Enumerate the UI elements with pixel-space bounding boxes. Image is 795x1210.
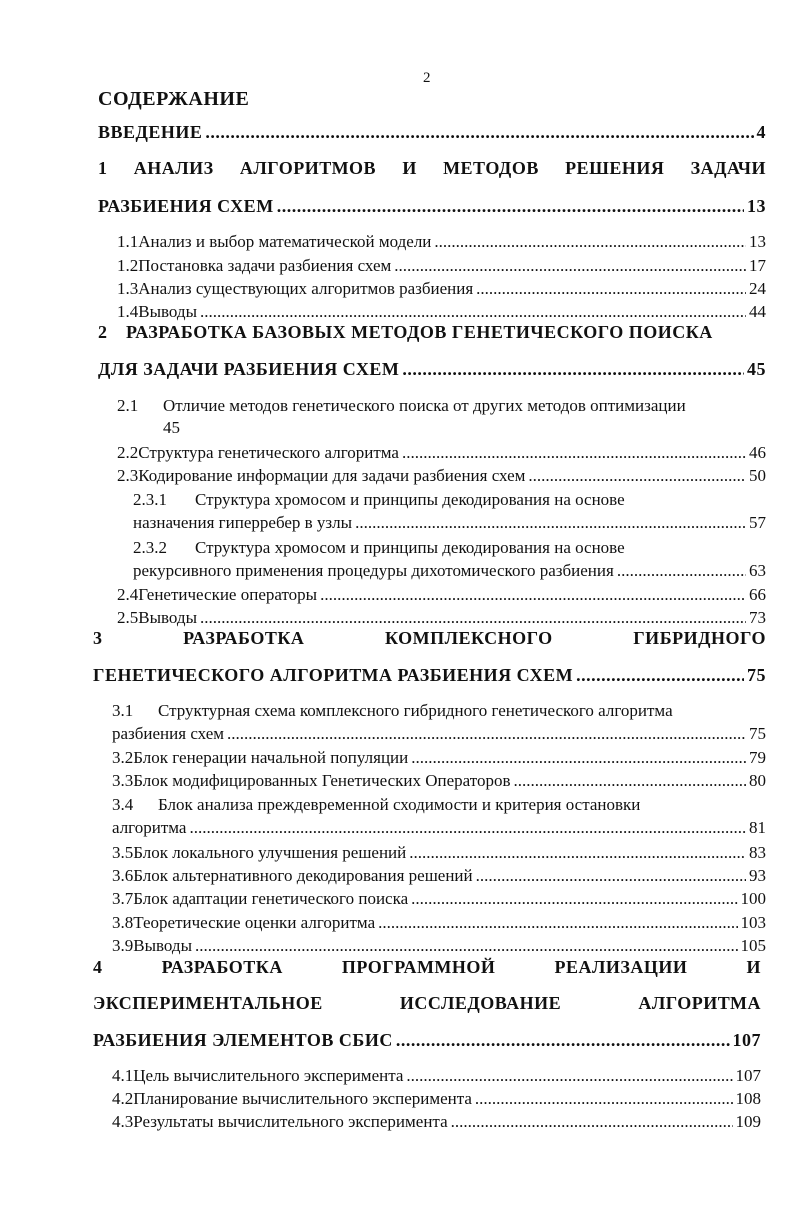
section-page: 93	[749, 866, 766, 885]
section-title: Результаты вычислительного эксперимента	[133, 1112, 448, 1131]
leader-dots	[411, 748, 746, 768]
toc-section-1-3[interactable]	[117, 279, 766, 299]
toc-section-4-3[interactable]	[112, 1112, 761, 1132]
toc-entry-title: ГЕНЕТИЧЕСКОГО АЛГОРИТМА РАЗБИЕНИЯ СХЕМ	[93, 665, 574, 685]
section-number: 3.9	[112, 936, 134, 955]
section-number: 4.1	[112, 1066, 134, 1085]
toc-section-2-1[interactable]	[117, 396, 686, 416]
toc-entry-intro[interactable]	[98, 122, 766, 143]
leader-dots	[528, 466, 746, 486]
toc-chapter-3-line1[interactable]	[93, 628, 766, 649]
subsection-page: 57	[749, 513, 766, 532]
section-number: 2.1	[117, 396, 139, 415]
section-title: Блок адаптации генетического поиска	[133, 889, 409, 908]
section-number: 3.3	[112, 771, 134, 790]
toc-entry-title: РАЗБИЕНИЯ ЭЛЕМЕНТОВ СБИС	[93, 1030, 393, 1050]
toc-chapter-1-line1[interactable]	[98, 158, 766, 179]
section-page: 81	[749, 818, 766, 837]
leader-dots	[475, 1089, 733, 1109]
subsection-number: 2.3.1	[133, 490, 167, 509]
leader-dots	[411, 889, 737, 909]
leader-dots	[434, 232, 746, 252]
toc-subsection-2-3-1-line2[interactable]	[133, 513, 766, 533]
section-page: 24	[749, 279, 766, 298]
page-number: 2	[423, 70, 431, 86]
toc-section-4-1[interactable]	[112, 1066, 761, 1086]
section-number: 2.2	[117, 443, 139, 462]
section-number: 4.2	[112, 1089, 134, 1108]
leader-dots	[402, 359, 744, 380]
section-page: 66	[749, 585, 766, 604]
toc-section-1-1[interactable]	[117, 232, 766, 252]
chapter-word: ИССЛЕДОВАНИЕ	[399, 993, 562, 1013]
toc-chapter-4-line1[interactable]	[93, 957, 761, 978]
section-title: Блок анализа преждевременной сходимости и критерия остановки	[158, 795, 641, 814]
section-page: 46	[749, 443, 766, 462]
subsection-title: назначения гиперребер в узлы	[133, 513, 353, 532]
section-number: 1.4	[117, 302, 139, 321]
leader-dots	[320, 585, 746, 605]
leader-dots	[355, 513, 746, 533]
chapter-number: 4	[93, 957, 103, 977]
section-number: 3.1	[112, 701, 134, 720]
chapter-number: 1	[98, 158, 108, 178]
section-page: 73	[749, 608, 766, 627]
toc-subsection-2-3-1-line1[interactable]	[133, 490, 625, 510]
leader-dots	[402, 443, 746, 463]
toc-subsection-2-3-2-line1[interactable]	[133, 538, 625, 558]
section-title: Отличие методов генетического поиска от других методов оптимизации	[163, 396, 686, 415]
section-number: 1.3	[117, 279, 139, 298]
section-title: Блок генерации начальной популяции	[133, 748, 409, 767]
section-page: 103	[740, 913, 766, 932]
section-number: 1.1	[117, 232, 139, 251]
toc-section-3-9[interactable]	[112, 936, 766, 956]
toc-section-2-2[interactable]	[117, 443, 766, 463]
section-page: 105	[740, 936, 766, 955]
section-page: 109	[735, 1112, 761, 1131]
chapter-word: И	[746, 957, 761, 977]
chapter-word: АЛГОРИТМА	[638, 993, 761, 1013]
toc-chapter-4-line3[interactable]	[93, 1030, 761, 1051]
section-title: Планирование вычислительного эксперимента	[133, 1089, 472, 1108]
toc-entry-page: 45	[747, 359, 766, 379]
toc-section-2-4[interactable]	[117, 585, 766, 605]
leader-dots	[409, 843, 746, 863]
chapter-word: КОМПЛЕКСНОГО	[385, 628, 553, 648]
section-page: 75	[749, 724, 766, 743]
toc-entry-page: 4	[756, 122, 766, 142]
leader-dots	[277, 196, 744, 217]
chapter-word: ПРОГРАММНОЙ	[341, 957, 496, 977]
section-title: Выводы	[138, 302, 198, 321]
toc-section-3-4-line2[interactable]	[112, 818, 766, 838]
leader-dots	[394, 256, 746, 276]
section-number: 1.2	[117, 256, 139, 275]
subsection-page: 63	[749, 561, 766, 580]
section-title: Структурная схема комплексного гибридного генетического алгоритма	[158, 701, 673, 720]
section-page: 79	[749, 748, 766, 767]
leader-dots	[205, 122, 753, 143]
toc-section-3-1-line2[interactable]	[112, 724, 766, 744]
section-title: Теоретические оценки алгоритма	[133, 913, 376, 932]
section-page: 100	[740, 889, 766, 908]
section-page: 108	[735, 1089, 761, 1108]
subsection-number: 2.3.2	[133, 538, 167, 557]
toc-section-1-4[interactable]	[117, 302, 766, 322]
toc-heading: СОДЕРЖАНИЕ	[98, 88, 250, 110]
section-title: Анализ и выбор математической модели	[138, 232, 432, 251]
leader-dots	[514, 771, 747, 791]
section-title: Цель вычислительного эксперимента	[133, 1066, 404, 1085]
toc-section-2-5[interactable]	[117, 608, 766, 628]
chapter-word: И	[402, 158, 417, 178]
section-page: 80	[749, 771, 766, 790]
leader-dots	[476, 279, 746, 299]
leader-dots	[451, 1112, 733, 1132]
section-number: 2.5	[117, 608, 139, 627]
section-title: Структура генетического алгоритма	[138, 443, 399, 462]
chapter-word: МЕТОДОВ	[443, 158, 539, 178]
section-title: Выводы	[133, 936, 193, 955]
toc-chapter-1-line2[interactable]	[98, 196, 766, 217]
chapter-word: РАЗРАБОТКА	[161, 957, 283, 977]
section-title: Генетические операторы	[138, 585, 318, 604]
chapter-number: 2	[98, 322, 108, 342]
chapter-word: РАЗРАБОТКА	[183, 628, 305, 648]
section-title: Анализ существующих алгоритмов разбиения	[138, 279, 474, 298]
toc-entry-page: 107	[732, 1030, 761, 1050]
leader-dots	[396, 1030, 730, 1051]
section-page: 45	[163, 418, 180, 437]
section-page: 50	[749, 466, 766, 485]
leader-dots	[189, 818, 746, 838]
section-number: 3.2	[112, 748, 134, 767]
chapter-word: РЕШЕНИЯ	[565, 158, 665, 178]
toc-entry-page: 75	[747, 665, 766, 685]
section-number: 3.5	[112, 843, 134, 862]
toc-section-3-2[interactable]	[112, 748, 766, 768]
section-number: 3.7	[112, 889, 134, 908]
section-page: 83	[749, 843, 766, 862]
toc-entry-page: 13	[747, 196, 766, 216]
leader-dots	[378, 913, 737, 933]
toc-section-3-6[interactable]	[112, 866, 766, 886]
toc-section-4-2[interactable]	[112, 1089, 761, 1109]
section-title: Блок модифицированных Генетических Операторов	[133, 771, 511, 790]
toc-section-2-3[interactable]	[117, 466, 766, 486]
subsection-title: рекурсивного применения процедуры дихотомического разбиения	[133, 561, 614, 580]
toc-chapter-2-line1[interactable]	[98, 322, 713, 343]
toc-subsection-2-3-2-line2[interactable]	[133, 561, 766, 581]
toc-entry-title: ДЛЯ ЗАДАЧИ РАЗБИЕНИЯ СХЕМ	[98, 359, 400, 379]
section-number: 2.4	[117, 585, 139, 604]
subsection-title: Структура хромосом и принципы декодирования на основе	[195, 490, 625, 509]
section-title: Блок альтернативного декодирования решений	[133, 866, 473, 885]
section-title: разбиения схем	[112, 724, 225, 743]
toc-section-3-4-line1[interactable]	[112, 795, 640, 815]
section-number: 3.4	[112, 795, 134, 814]
chapter-title: РАЗРАБОТКА БАЗОВЫХ МЕТОДОВ ГЕНЕТИЧЕСКОГО ПОИСКА	[126, 322, 713, 342]
toc-section-3-5[interactable]	[112, 843, 766, 863]
section-page: 17	[749, 256, 766, 275]
toc-section-1-2[interactable]	[117, 256, 766, 276]
section-page: 107	[735, 1066, 761, 1085]
chapter-number: 3	[93, 628, 103, 648]
leader-dots	[476, 866, 746, 886]
section-number: 3.6	[112, 866, 134, 885]
toc-chapter-3-line2[interactable]	[93, 665, 766, 686]
toc-entry-title: ВВЕДЕНИЕ	[98, 122, 203, 142]
leader-dots	[200, 302, 746, 322]
leader-dots	[195, 936, 737, 956]
section-title: Блок локального улучшения решений	[133, 843, 407, 862]
section-title: Выводы	[138, 608, 198, 627]
section-number: 4.3	[112, 1112, 134, 1131]
section-page: 13	[749, 232, 766, 251]
chapter-word: ГИБРИДНОГО	[633, 628, 766, 648]
section-page: 44	[749, 302, 766, 321]
section-number: 3.8	[112, 913, 134, 932]
toc-chapter-4-line2[interactable]	[93, 993, 761, 1014]
chapter-word: РЕАЛИЗАЦИИ	[554, 957, 688, 977]
leader-dots	[406, 1066, 732, 1086]
toc-section-3-1-line1[interactable]	[112, 701, 673, 721]
leader-dots	[227, 724, 746, 744]
toc-entry-title: РАЗБИЕНИЯ СХЕМ	[98, 196, 274, 216]
leader-dots	[200, 608, 746, 628]
chapter-word: ЗАДАЧИ	[690, 158, 766, 178]
toc-section-3-3[interactable]	[112, 771, 766, 791]
section-title: Постановка задачи разбиения схем	[138, 256, 392, 275]
chapter-word: АЛГОРИТМОВ	[239, 158, 377, 178]
subsection-title: Структура хромосом и принципы декодирования на основе	[195, 538, 625, 557]
section-title: Кодирование информации для задачи разбиения схем	[138, 466, 526, 485]
toc-section-3-7[interactable]	[112, 889, 766, 909]
toc-section-3-8[interactable]	[112, 913, 766, 933]
chapter-word: АНАЛИЗ	[133, 158, 214, 178]
toc-chapter-2-line2[interactable]	[98, 359, 766, 380]
leader-dots	[576, 665, 744, 686]
section-title: алгоритма	[112, 818, 187, 837]
leader-dots	[617, 561, 746, 581]
chapter-word: ЭКСПЕРИМЕНТАЛЬНОЕ	[93, 993, 323, 1013]
section-number: 2.3	[117, 466, 139, 485]
